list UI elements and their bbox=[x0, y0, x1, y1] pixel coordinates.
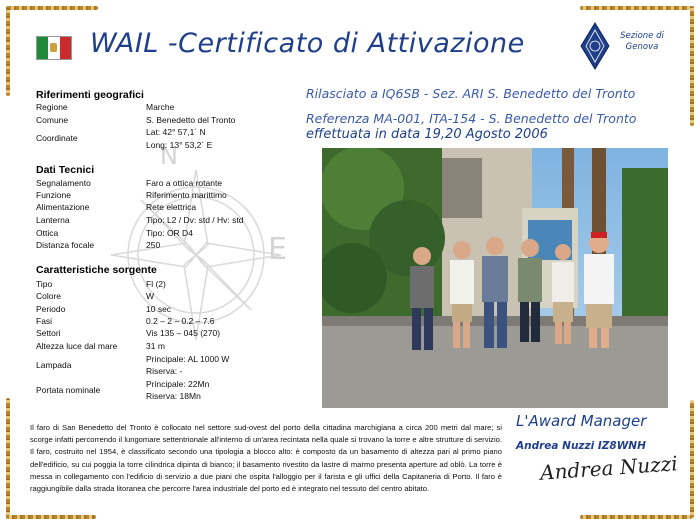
source-value-fasi: 0.2 – 2 – 0.2 – 7.6 bbox=[146, 316, 215, 326]
reference-line: Referenza MA-001, ITA-154 - S. Benedetto del Tronto bbox=[306, 111, 637, 126]
tech-heading: Dati Tecnici bbox=[36, 164, 95, 176]
tech-value-ottica: Tipo: OR D4 bbox=[146, 228, 193, 238]
source-value-altezza: 31 m bbox=[146, 341, 165, 351]
source-label-settori: Settori bbox=[36, 328, 61, 338]
rope-border-left-top bbox=[6, 6, 10, 96]
rope-border-top-right bbox=[580, 6, 692, 10]
geo-label-coordinate: Coordinate bbox=[36, 133, 78, 143]
award-manager-title: L'Award Manager bbox=[516, 412, 647, 430]
geo-value-long: Long: 13° 53,2´ E bbox=[146, 140, 213, 150]
source-label-altezza: Altezza luce dal mare bbox=[36, 341, 118, 351]
tech-value-funzione: Riferimento marittimo bbox=[146, 190, 227, 200]
geo-value-regione: Marche bbox=[146, 102, 175, 112]
tech-label-lanterna: Lanterna bbox=[36, 215, 70, 225]
award-manager-name: Andrea Nuzzi IZ8WNH bbox=[516, 440, 646, 452]
tech-label-distanza-focale: Distanza focale bbox=[36, 240, 95, 250]
source-value-periodo: 10 sec bbox=[146, 304, 172, 314]
geo-heading: Riferimenti geografici bbox=[36, 89, 144, 101]
source-value-portata-riserva: Riserva: 18Mn bbox=[146, 391, 201, 401]
rope-border-left-bottom bbox=[6, 398, 10, 518]
certificate-title: WAIL -Certificato di Attivazione bbox=[90, 28, 525, 59]
tech-label-segnalamento: Segnalamento bbox=[36, 178, 91, 188]
source-heading: Caratteristiche sorgente bbox=[36, 264, 157, 276]
source-label-lampada: Lampada bbox=[36, 360, 72, 370]
tech-label-alimentazione: Alimentazione bbox=[36, 202, 90, 212]
source-label-portata: Portata nominale bbox=[36, 385, 101, 395]
source-value-colore: W bbox=[146, 291, 155, 301]
rope-border-bottom-right bbox=[580, 515, 692, 519]
tech-label-ottica: Ottica bbox=[36, 228, 59, 238]
compass-n-letter: N bbox=[160, 142, 178, 170]
rope-border-right-top bbox=[690, 6, 694, 126]
geo-value-comune: S. Benedetto del Tronto bbox=[146, 115, 236, 125]
award-manager-signature: Andrea Nuzzi bbox=[539, 451, 679, 485]
tech-value-lanterna: Tipo: L2 / Dv: std / Hv: std bbox=[146, 215, 244, 225]
source-value-tipo: Fl (2) bbox=[146, 279, 166, 289]
activation-date-line: effettuata in data 19,20 Agosto 2006 bbox=[306, 127, 548, 142]
ari-logo-icon bbox=[580, 22, 610, 70]
issued-to-line: Rilasciato a IQ6SB - Sez. ARI S. Benedetto del Tronto bbox=[306, 86, 636, 101]
rope-border-bottom-left bbox=[6, 515, 96, 519]
compass-e-letter: E bbox=[268, 232, 287, 267]
group-photo-illustration bbox=[322, 148, 668, 408]
geo-value-lat: Lat: 42° 57,1´ N bbox=[146, 127, 206, 137]
tech-value-distanza-focale: 250 bbox=[146, 240, 161, 250]
rope-border-right-bottom bbox=[690, 400, 694, 518]
geo-label-regione: Regione bbox=[36, 102, 68, 112]
source-label-fasi: Fasi bbox=[36, 316, 53, 326]
source-value-lampada-riserva: Riserva: - bbox=[146, 366, 183, 376]
tech-label-funzione: Funzione bbox=[36, 190, 71, 200]
source-value-portata-principale: Principale: 22Mn bbox=[146, 379, 210, 389]
italian-flag-icon bbox=[36, 36, 72, 60]
section-label: Sezione di Genova bbox=[620, 31, 664, 52]
source-value-lampada-principale: Principale: AL 1000 W bbox=[146, 354, 230, 364]
geo-label-comune: Comune bbox=[36, 115, 69, 125]
source-label-tipo: Tipo bbox=[36, 279, 53, 289]
group-photo bbox=[322, 148, 668, 408]
source-label-periodo: Periodo bbox=[36, 304, 66, 314]
tech-value-alimentazione: Rete elettrica bbox=[146, 202, 197, 212]
source-label-colore: Colore bbox=[36, 291, 62, 301]
tech-value-segnalamento: Faro a ottica rotante bbox=[146, 178, 223, 188]
source-value-settori: Vis 135 – 045 (270) bbox=[146, 328, 221, 338]
lighthouse-description: Il faro di San Benedetto del Tronto è collocato nel settore sud-ovest del porto della cittadina marchigiana a circa 200 metri dal mare; si scorge infatti percorrendo il lungomare settentrionale all'interno di un'area recintata nella quale si trovano la torre e altre strutture di servizio. Il faro, costruito nel 1954, è classificato secondo una tipologia a blocco alto: è composto da un basamento di altezza pari al primo piano dell'edificio, su cui poggia la torre cilindrica dipinta di bianco; il basamento rivestito da lastre di marmo presenta aperture ad oblò. La torre è messa in collegamento con l'edificio di servizio a due piani che ospita l'alloggio per il farista e gli uffici della Capitaneria di Porto. Il faro è raggiungibile dalla strada litoranea che percorre l'area industriale del porto ed è integrato nel tessuto del centro abitato. bbox=[30, 423, 502, 494]
rope-border-top-left bbox=[8, 6, 98, 10]
